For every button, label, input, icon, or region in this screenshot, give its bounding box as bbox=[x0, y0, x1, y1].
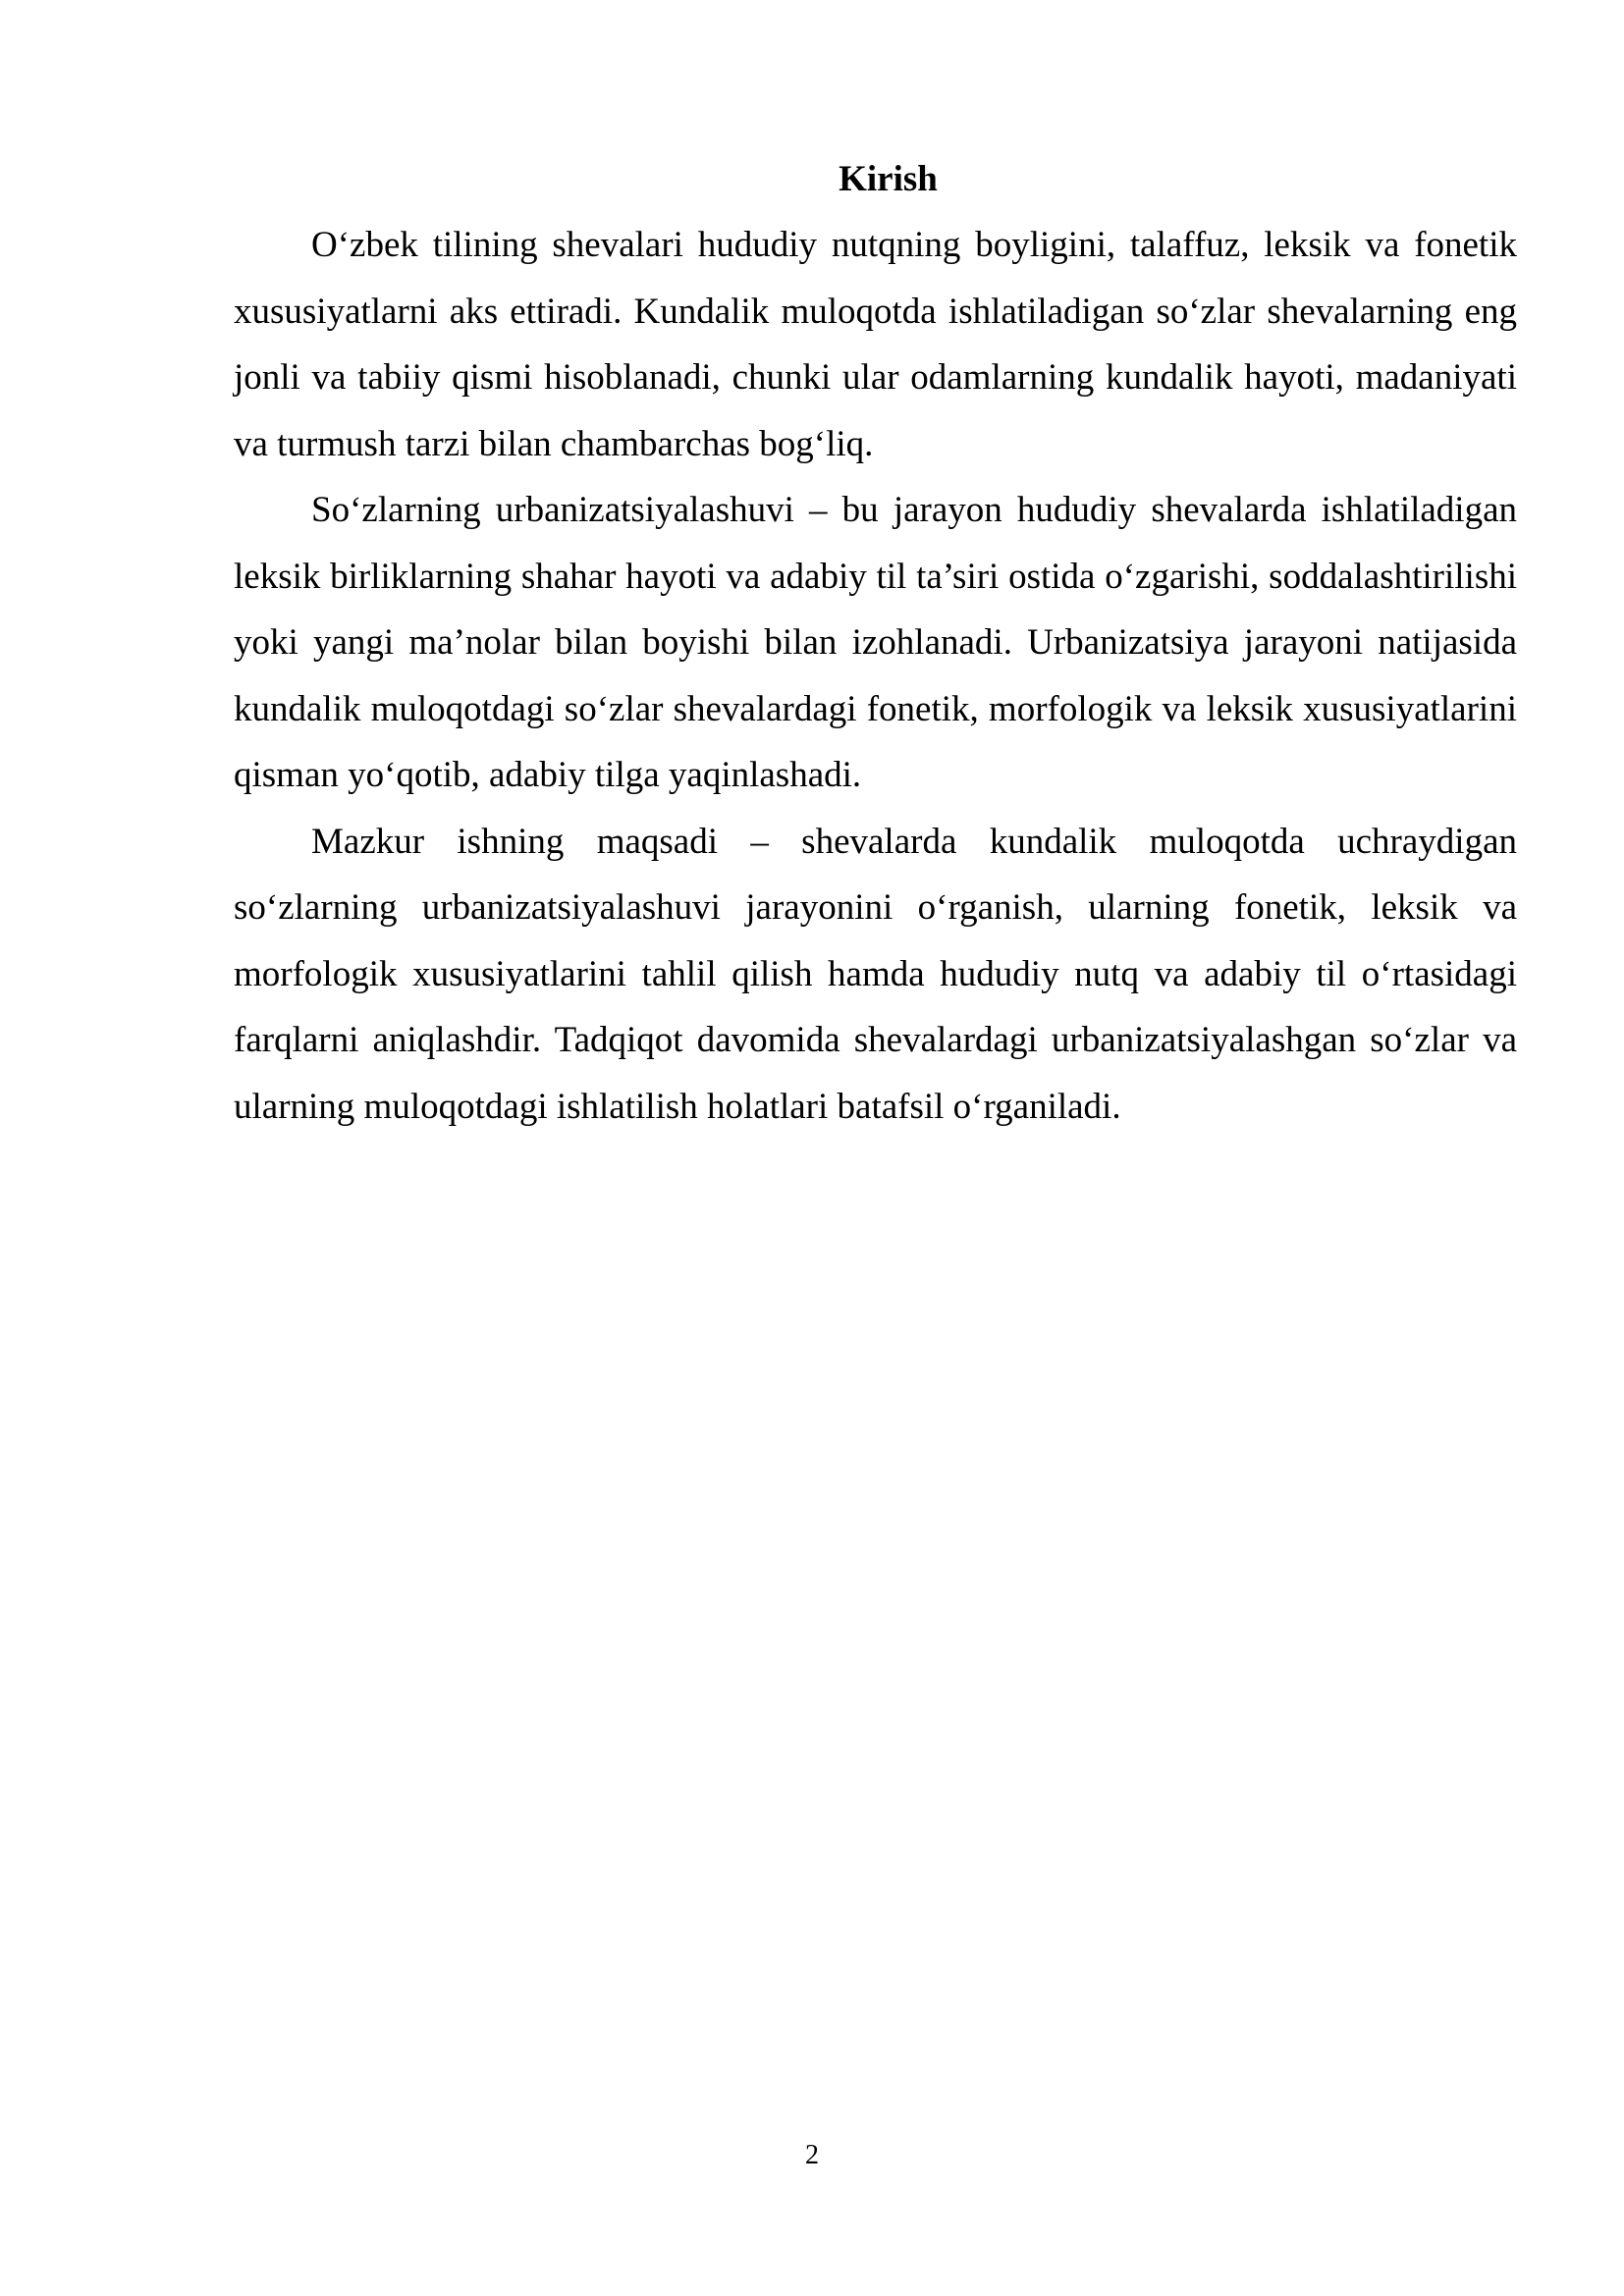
page-number: 2 bbox=[805, 2140, 819, 2170]
paragraph-1: O‘zbek tilining shevalari hududiy nutqning boyligini, talaffuz, leksik va fonetik xususiyatlarni aks ettiradi. Kundalik muloqotda ishlatiladigan so‘zlar shevalarning eng jonli va tabiiy qismi hisoblanadi, chunki ular odamlarning kundalik hayoti, madaniyati va turmush tarzi bilan chambarchas bog‘liq. bbox=[234, 225, 1517, 464]
section-title: Kirish bbox=[839, 159, 938, 199]
paragraph-3: Mazkur ishning maqsadi – shevalarda kundalik muloqotda uchraydigan so‘zlarning urbanizatsiyalashuvi jarayonini o‘rganish, ularning fonetik, leksik va morfologik xususiyatlarini tahlil qilish hamda hududiy nutq va adabiy til o‘rtasidagi farqlarni aniqlashdir. Tadqiqot davomida shevalardagi urbanizatsiyalashgan so‘zlar va ularning muloqotdagi ishlatilish holatlari batafsil o‘rganiladi. bbox=[234, 821, 1517, 1127]
page-body bbox=[234, 147, 1517, 1140]
paragraph-2: So‘zlarning urbanizatsiyalashuvi – bu jarayon hududiy shevalarda ishlatiladigan leksik birliklarning shahar hayoti va adabiy til ta’siri ostida o‘zgarishi, soddalashtirilishi yoki yangi ma’nolar bilan boyishi bilan izohlanadi. Urbanizatsiya jarayoni natijasida kundalik muloqotdagi so‘zlar shevalardagi fonetik, morfologik va leksik xususiyatlarini qisman yo‘qotib, adabiy tilga yaqinlashadi. bbox=[234, 490, 1517, 795]
